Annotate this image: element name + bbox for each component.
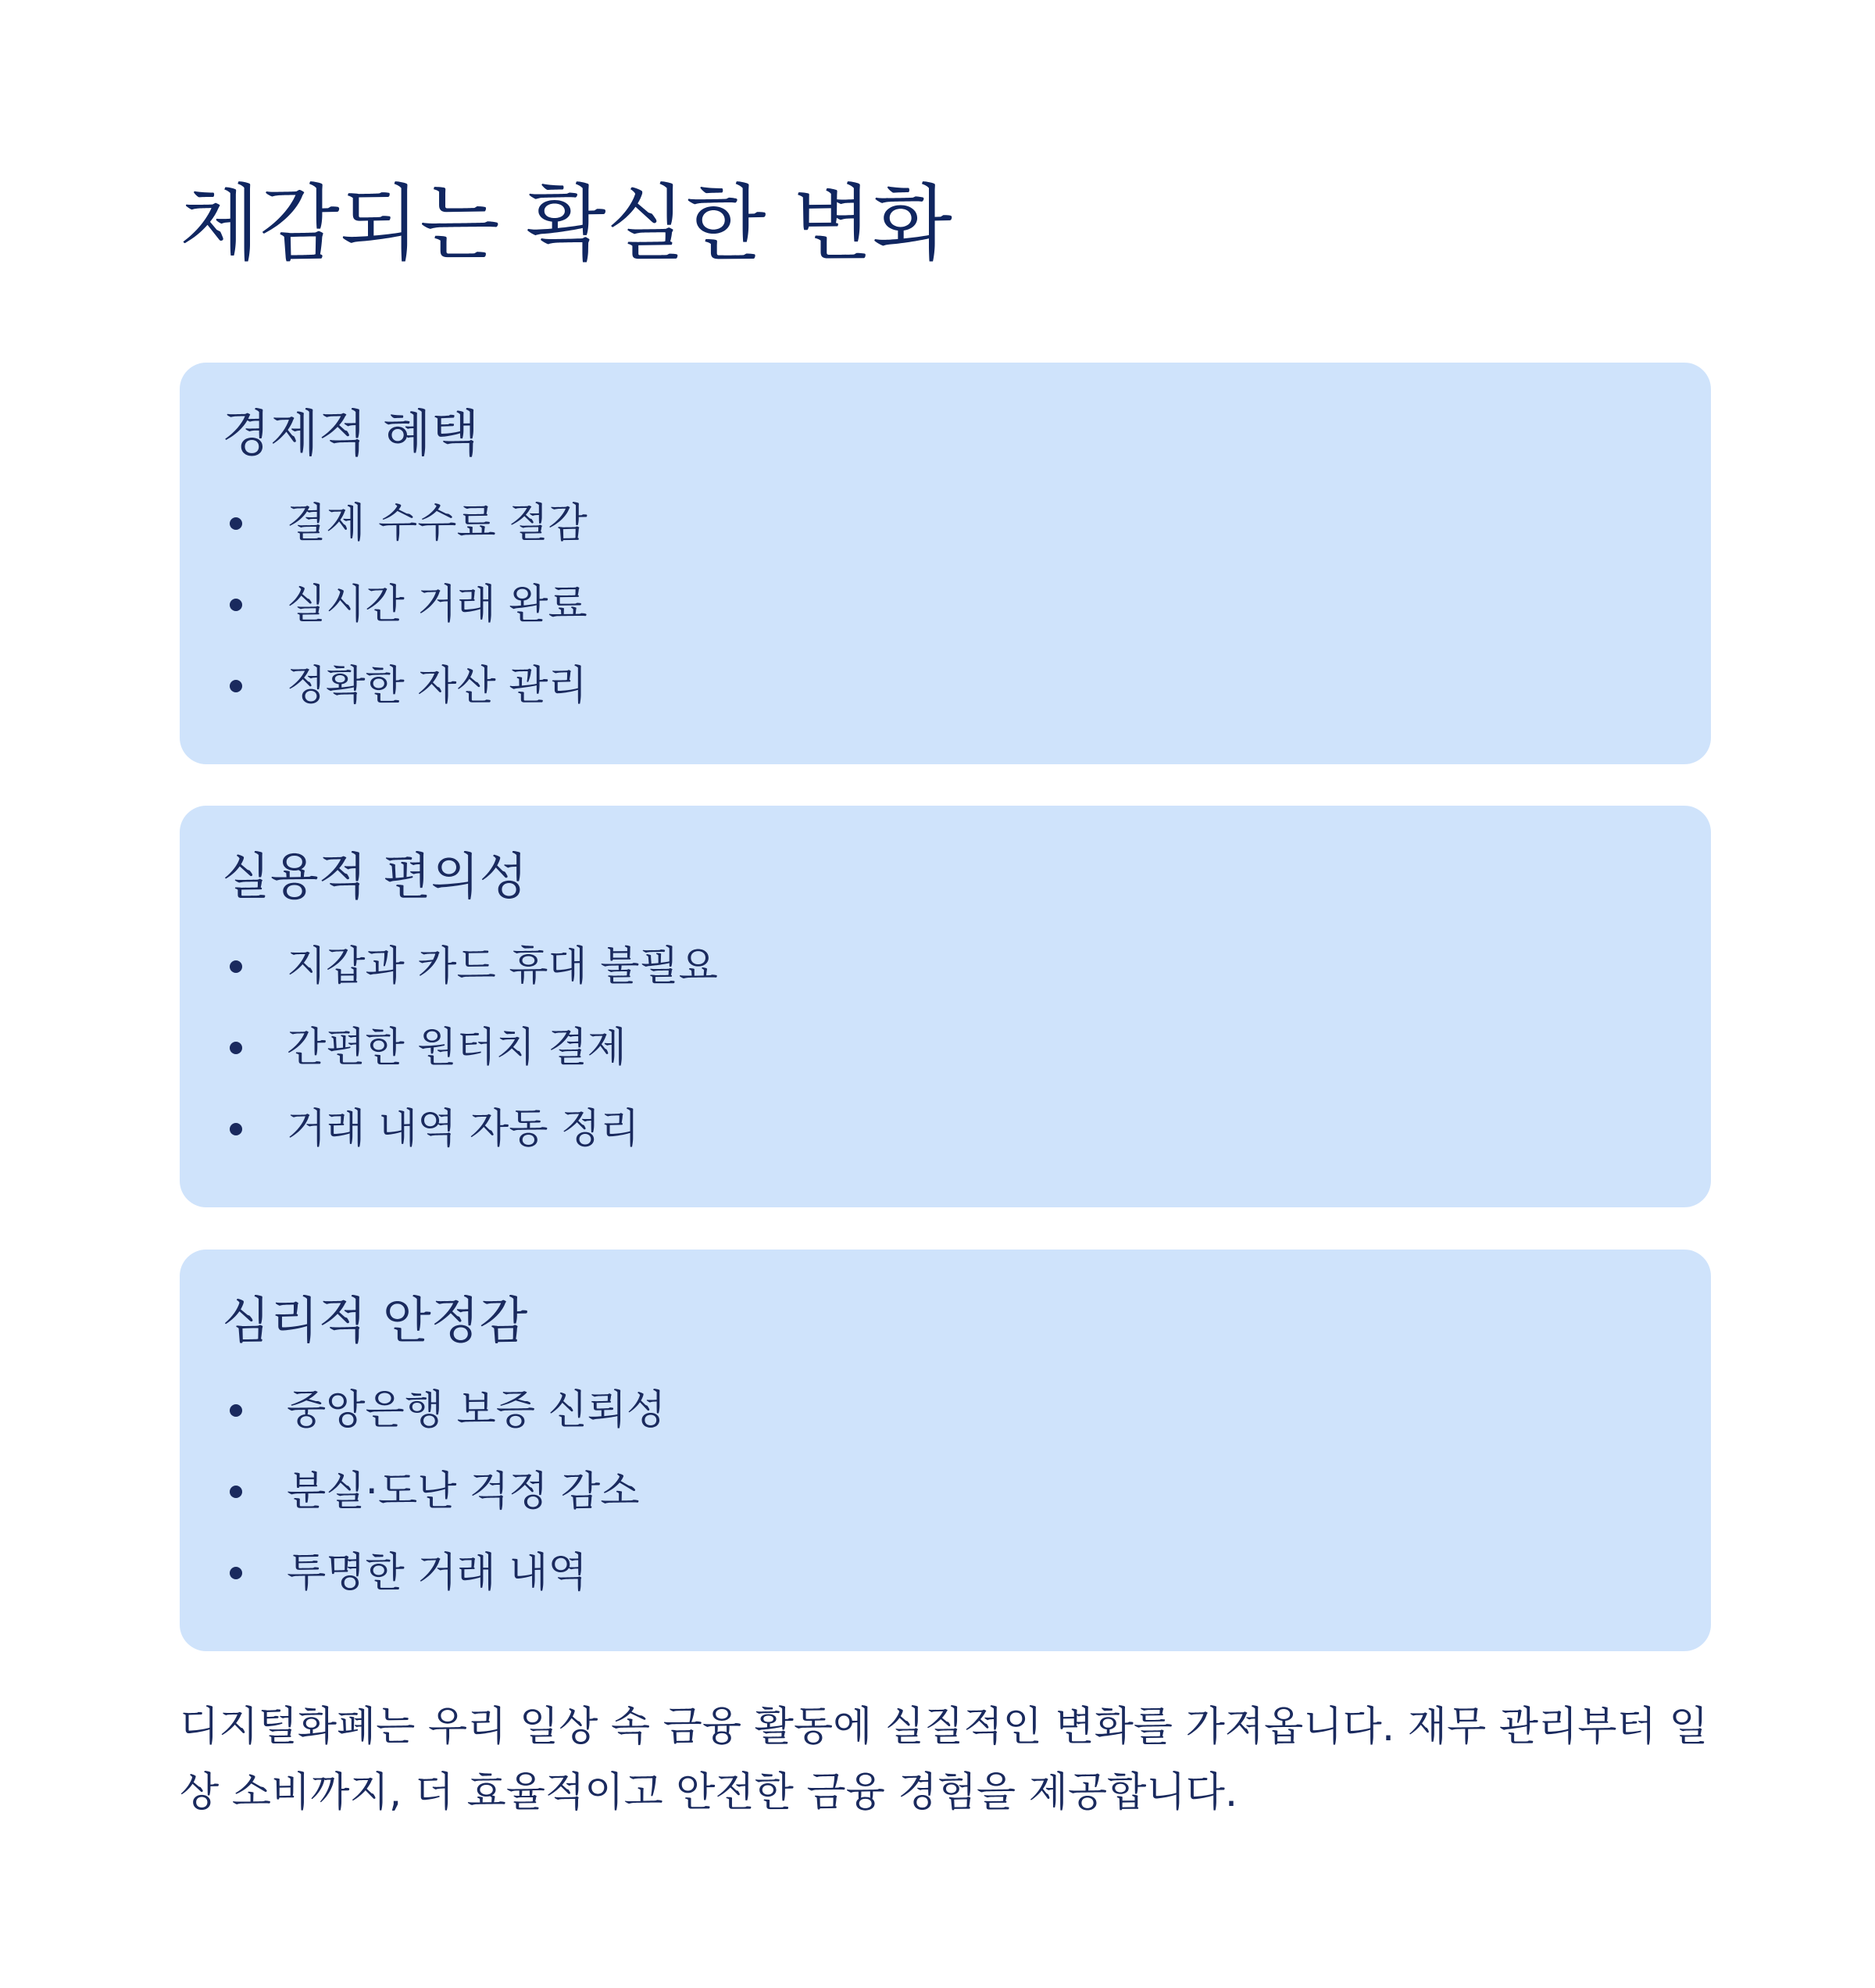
bullet-icon bbox=[230, 1042, 242, 1054]
list-item-label: 거래 내역 자동 정리 bbox=[287, 1106, 640, 1153]
benefit-list bbox=[180, 940, 718, 1184]
list-item bbox=[180, 497, 588, 578]
list-item bbox=[180, 578, 588, 660]
card-title: 실용적 편의성 bbox=[222, 849, 528, 906]
bullet-icon bbox=[230, 1404, 242, 1417]
list-item bbox=[180, 1546, 666, 1628]
benefit-list bbox=[180, 1384, 666, 1628]
list-item-label: 투명한 거래 내역 bbox=[287, 1550, 588, 1596]
card-psychological-stability bbox=[180, 1250, 1711, 1651]
card-title: 심리적 안정감 bbox=[222, 1293, 528, 1350]
list-item bbox=[180, 940, 718, 1021]
list-item-label: 중앙은행 보증 신뢰성 bbox=[287, 1387, 666, 1434]
bullet-icon bbox=[230, 1486, 242, 1498]
card-title: 경제적 혜택 bbox=[222, 406, 480, 463]
list-item-label: 간편한 원터치 결제 bbox=[287, 1024, 627, 1071]
list-item bbox=[180, 1384, 666, 1465]
list-item bbox=[180, 660, 588, 741]
bullet-icon bbox=[230, 960, 242, 973]
list-item bbox=[180, 1103, 718, 1184]
bullet-icon bbox=[230, 1123, 242, 1135]
summary-paragraph: 디지털화폐는 우리 일상 속 금융 활동에 실질적인 변화를 가져옵니다. 재무 관리부터 일상 소비까지, 더 효율적이고 안전한 금융 경험을 제공합니다. bbox=[180, 1704, 1709, 1816]
bullet-icon bbox=[230, 599, 242, 611]
list-item bbox=[180, 1465, 666, 1546]
page-title: 체감되는 확실한 변화 bbox=[180, 176, 952, 272]
list-item-label: 실시간 거래 완료 bbox=[287, 581, 588, 628]
list-item-label: 지갑과 카드 휴대 불필요 bbox=[287, 943, 718, 990]
list-item-label: 정확한 자산 관리 bbox=[287, 663, 588, 710]
bullet-icon bbox=[230, 1567, 242, 1579]
card-practical-convenience bbox=[180, 806, 1711, 1207]
list-item bbox=[180, 1021, 718, 1103]
bullet-icon bbox=[230, 517, 242, 530]
card-economic-benefits bbox=[180, 363, 1711, 764]
benefit-list bbox=[180, 497, 588, 741]
bullet-icon bbox=[230, 680, 242, 692]
list-item-label: 결제 수수료 절감 bbox=[287, 500, 588, 547]
list-item-label: 분실·도난 걱정 감소 bbox=[287, 1468, 640, 1515]
